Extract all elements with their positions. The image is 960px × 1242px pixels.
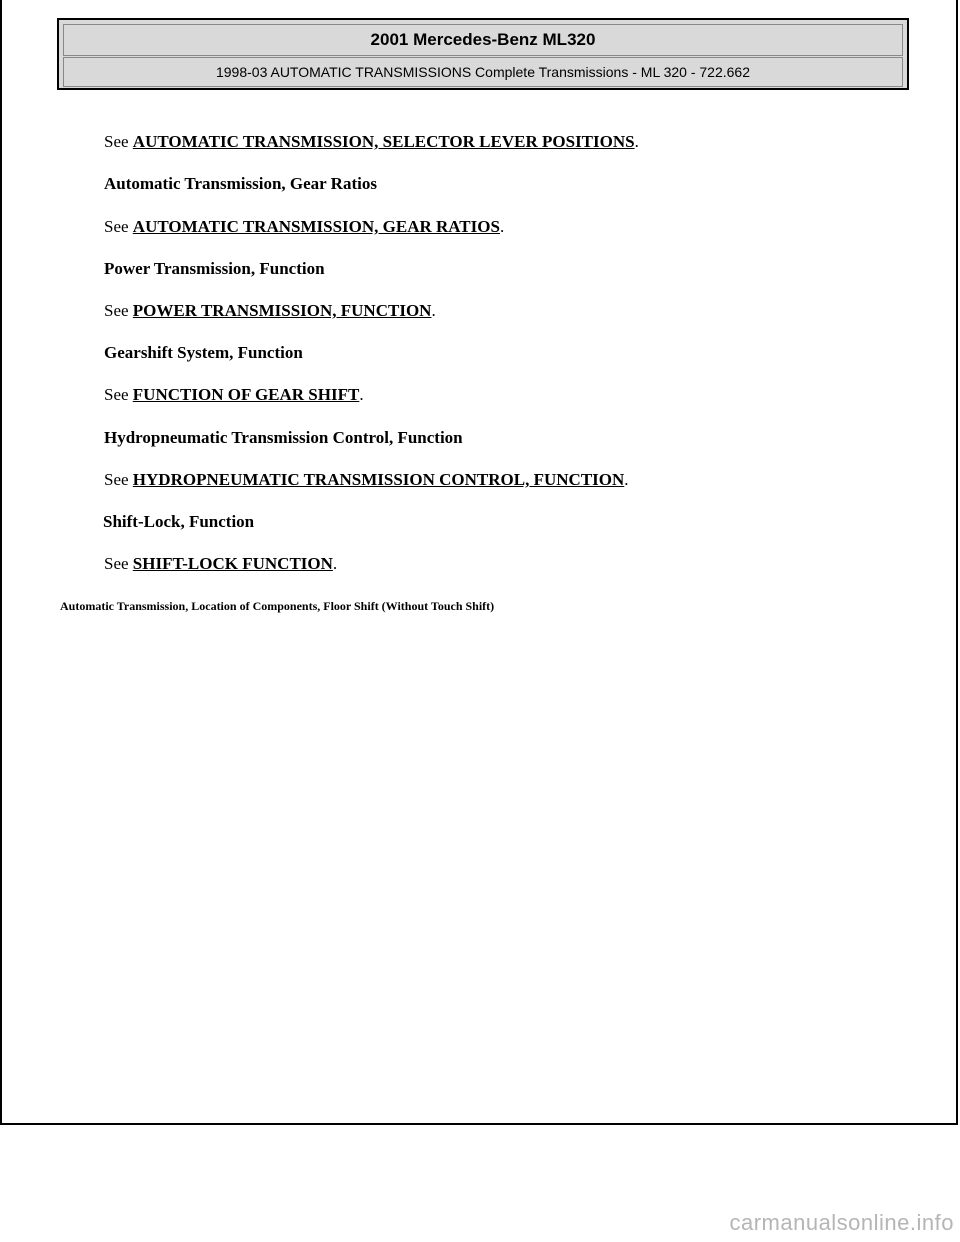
see-line-gear-shift [104, 385, 364, 405]
heading-hydropneumatic-control: Hydropneumatic Transmission Control, Function [104, 428, 463, 447]
heading-power-transmission: Power Transmission, Function [104, 259, 325, 278]
see-prefix: See [104, 217, 133, 236]
see-suffix: . [431, 301, 436, 320]
see-line-shift-lock [104, 554, 337, 574]
document-subtitle: 1998-03 AUTOMATIC TRANSMISSIONS Complete Transmissions - ML 320 - 722.662 [63, 57, 903, 87]
see-line-gear-ratios [104, 217, 504, 237]
link-hydropneumatic-transmission-control[interactable]: HYDROPNEUMATIC TRANSMISSION CONTROL, FUNCTION [132, 470, 625, 489]
see-line-hydropneumatic [104, 470, 629, 490]
see-suffix: . [332, 554, 338, 573]
link-function-of-gear-shift[interactable]: FUNCTION OF GEAR SHIFT [132, 385, 360, 404]
heading-gear-ratios: Automatic Transmission, Gear Ratios [104, 174, 377, 193]
link-gear-ratios[interactable]: AUTOMATIC TRANSMISSION, GEAR RATIOS [132, 217, 500, 236]
see-prefix: See [104, 385, 133, 404]
see-suffix: . [624, 470, 629, 489]
document-title: 2001 Mercedes-Benz ML320 [63, 24, 903, 56]
see-prefix: See [104, 554, 133, 573]
see-suffix: . [634, 132, 639, 151]
link-selector-lever-positions[interactable]: AUTOMATIC TRANSMISSION, SELECTOR LEVER POSITIONS [132, 132, 635, 151]
see-prefix: See [104, 301, 133, 320]
document-header [57, 18, 909, 90]
see-line-power-transmission [104, 301, 436, 321]
see-line-selector-lever [104, 132, 639, 152]
heading-gearshift-system: Gearshift System, Function [104, 343, 303, 362]
figure-caption: Automatic Transmission, Location of Components, Floor Shift (Without Touch Shift) [60, 599, 495, 613]
see-suffix: . [359, 385, 364, 404]
watermark: carmanualsonline.info [729, 1210, 954, 1235]
heading-shift-lock: Shift-Lock, Function [103, 512, 255, 531]
see-suffix: . [499, 217, 505, 236]
see-prefix: See [104, 470, 133, 489]
link-power-transmission-function[interactable]: POWER TRANSMISSION, FUNCTION [132, 301, 432, 320]
see-prefix: See [104, 132, 133, 151]
link-shift-lock-function[interactable]: SHIFT-LOCK FUNCTION [132, 554, 333, 573]
